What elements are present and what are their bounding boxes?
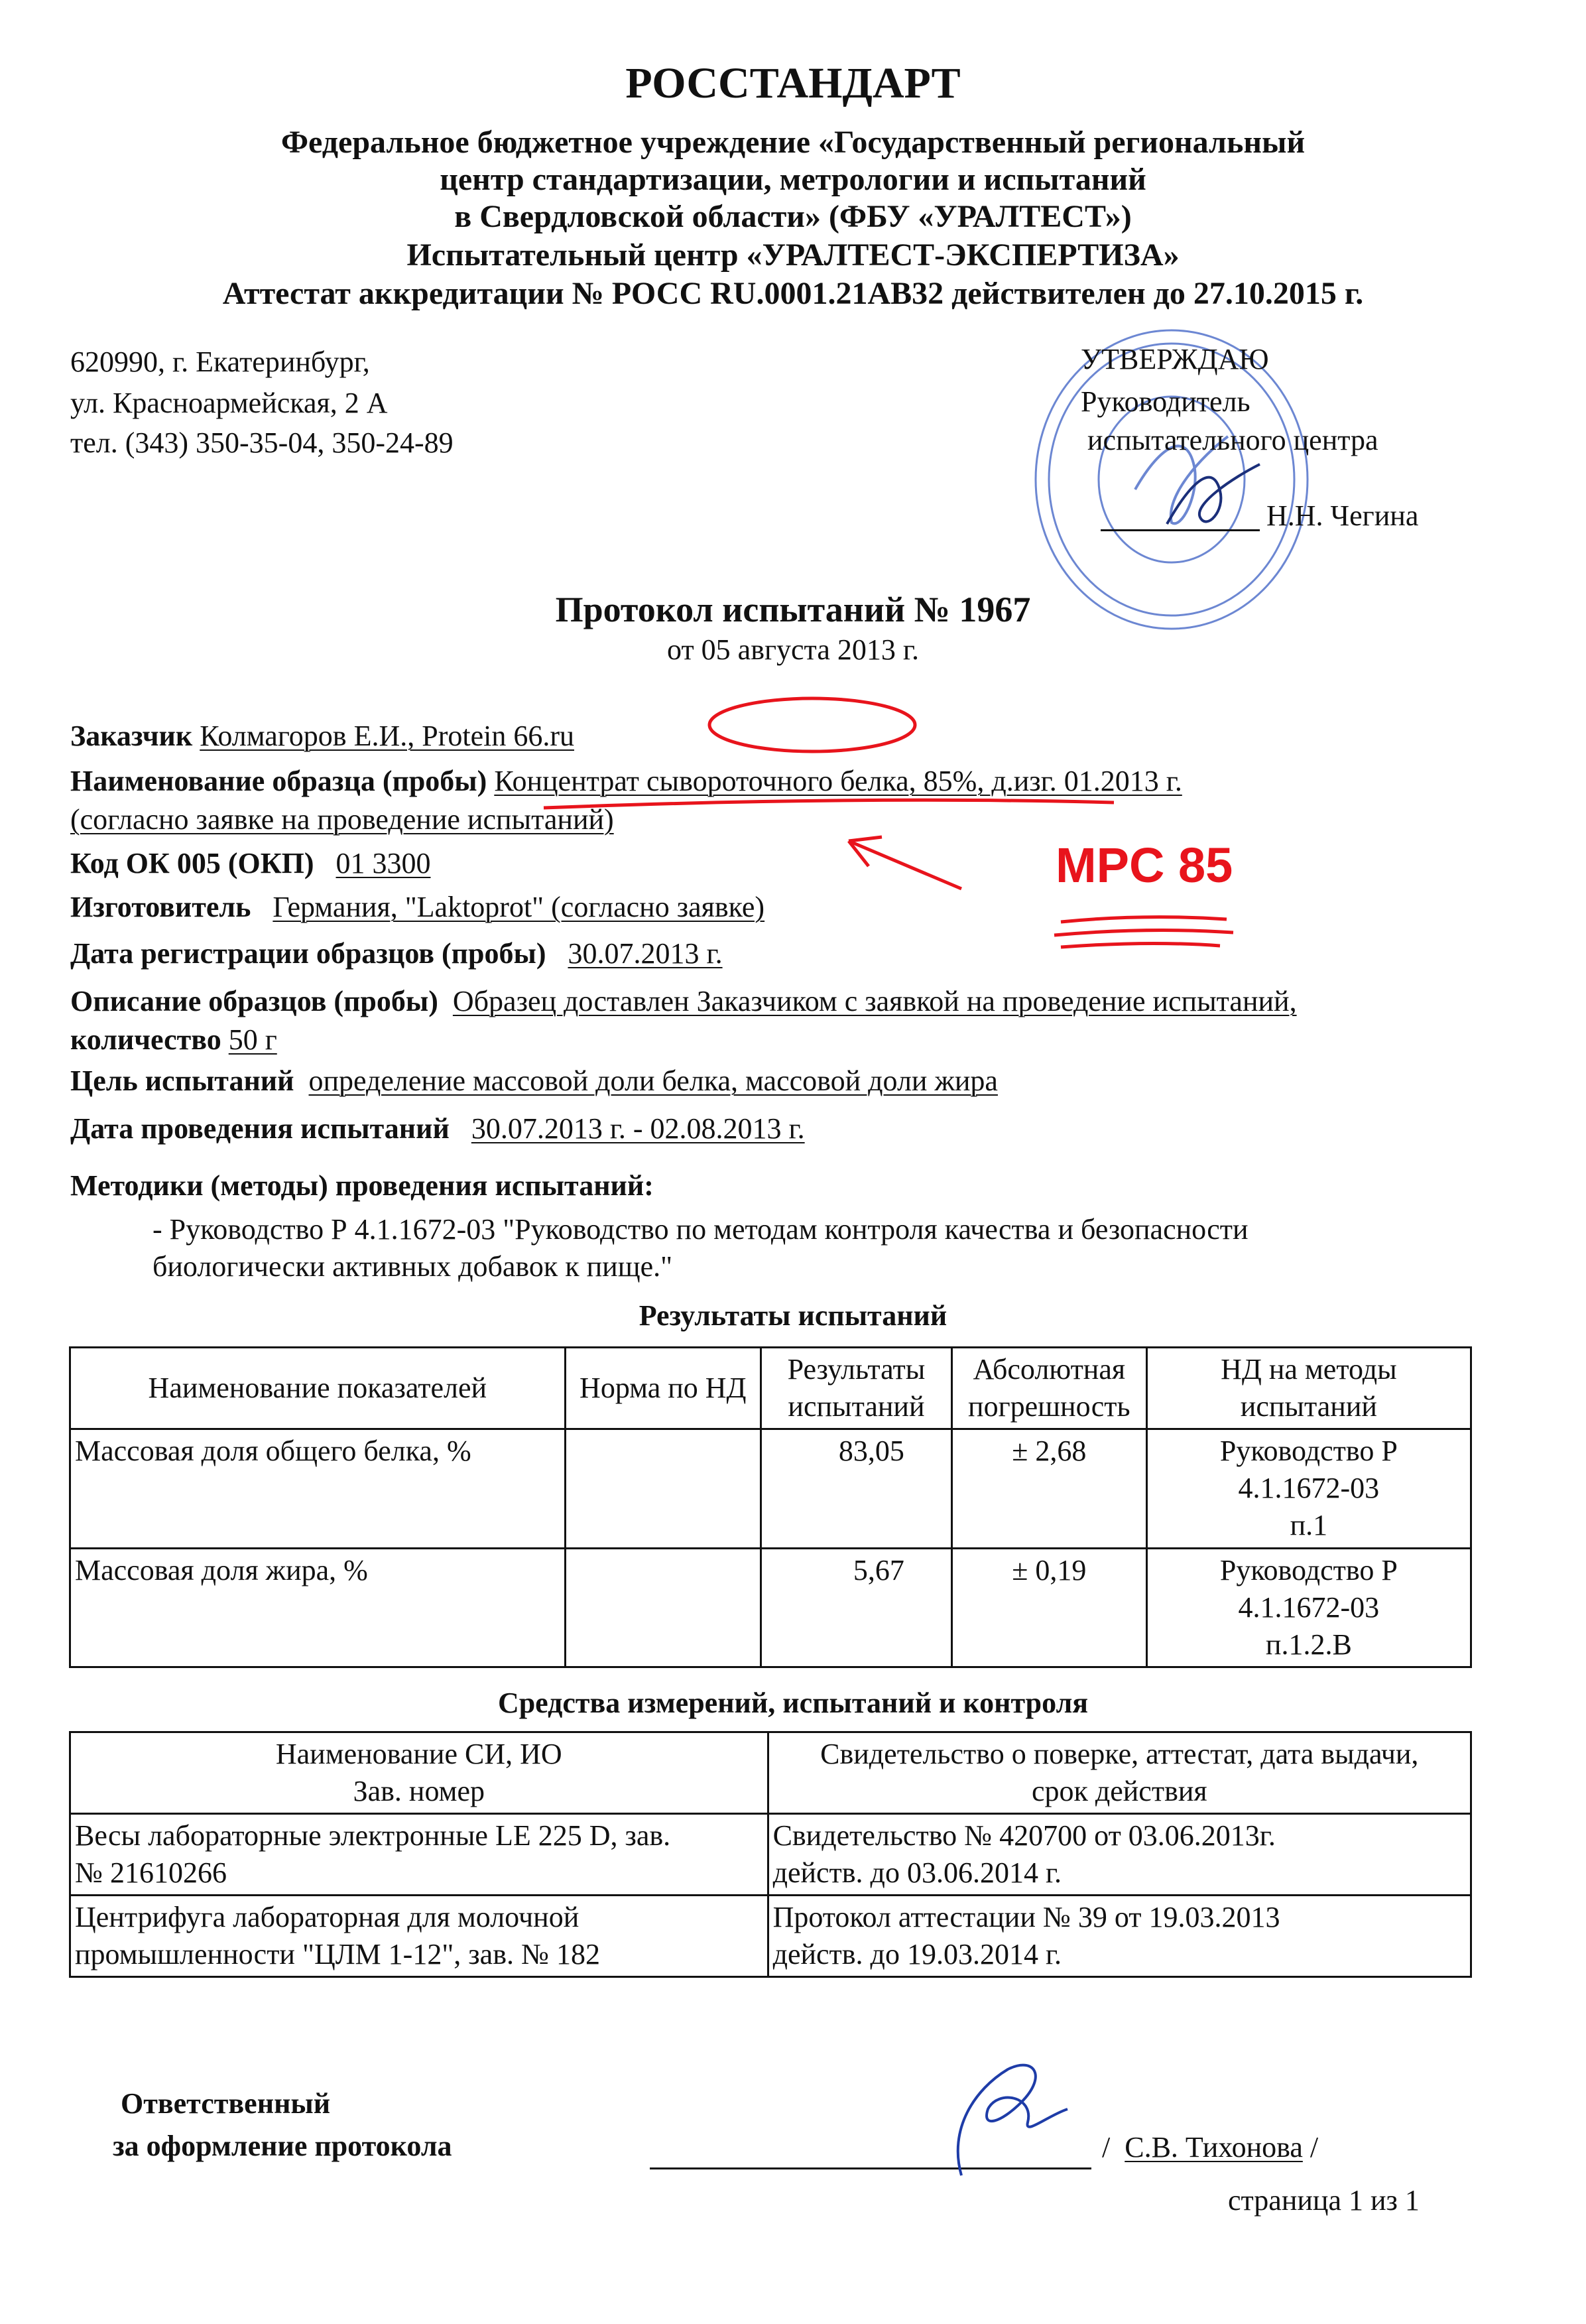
responsible-line-2: за оформление протокола xyxy=(113,2130,452,2162)
approve-line-2: Руководитель xyxy=(1081,385,1250,418)
result-norm xyxy=(565,1549,761,1667)
result-value: 5,67 xyxy=(761,1549,952,1667)
result-error: ± 2,68 xyxy=(951,1429,1146,1549)
sample-value: Концентрат сывороточного белка, 85%, д.изг. 01.2013 г. xyxy=(494,765,1182,797)
results-col-error: Абсолютная погрешность xyxy=(951,1348,1146,1429)
approve-name: Н.Н. Чегина xyxy=(1266,499,1419,532)
director-signature-icon xyxy=(1154,451,1273,544)
testdate-label: Дата проведения испытаний xyxy=(70,1112,450,1145)
instrument-cert-line: действ. до 19.03.2014 г. xyxy=(772,1938,1062,1970)
instrument-cert xyxy=(768,1896,1471,1977)
results-table xyxy=(69,1346,1472,1668)
approve-line-3: испытательного центра xyxy=(1087,424,1378,456)
signature-icon xyxy=(922,2049,1081,2182)
address-phone: тел. (343) 350-35-04, 350-24-89 xyxy=(70,426,454,459)
result-method-line: 4.1.1672-03 xyxy=(1238,1472,1380,1504)
approve-line-1: УТВЕРЖДАЮ xyxy=(1081,343,1269,375)
customer-label: Заказчик xyxy=(70,720,193,752)
testdate-value: 30.07.2013 г. - 02.08.2013 г. xyxy=(471,1112,805,1145)
testdate-row xyxy=(70,1110,805,1147)
table-row xyxy=(70,1549,1471,1667)
result-method-line: 4.1.1672-03 xyxy=(1238,1591,1380,1624)
org-line-1: Федеральное бюджетное учреждение «Государственный региональный xyxy=(280,125,1306,160)
instrument-name-line: № 21610266 xyxy=(75,1856,227,1889)
result-error: ± 0,19 xyxy=(951,1549,1146,1667)
instrument-name xyxy=(70,1896,768,1977)
customer-value: Колмагоров Е.И., Protein 66.ru xyxy=(200,720,574,752)
table-row xyxy=(70,1814,1471,1896)
instrument-name-line: Весы лабораторные электронные LE 225 D, зав. xyxy=(75,1819,671,1852)
result-method-line: Руководство Р xyxy=(1219,1435,1398,1467)
regdate-label: Дата регистрации образцов (пробы) xyxy=(70,937,546,970)
org-line-2: центр стандартизации, метрологии и испытаний xyxy=(440,162,1146,197)
result-method-line: п.1 xyxy=(1290,1509,1328,1541)
methods-line-2: биологически активных добавок к пище." xyxy=(152,1250,673,1283)
code-label: Код ОК 005 (ОКП) xyxy=(70,847,314,879)
regdate-value: 30.07.2013 г. xyxy=(568,937,723,970)
qty-row xyxy=(70,1021,277,1059)
instruments-col-cert xyxy=(768,1732,1471,1814)
maker-label: Изготовитель xyxy=(70,891,251,923)
instrument-cert-line: действ. до 03.06.2014 г. xyxy=(772,1856,1062,1889)
results-col-result: Результаты испытаний xyxy=(761,1348,952,1429)
result-method xyxy=(1146,1429,1471,1549)
qty-value: 50 г xyxy=(228,1023,277,1056)
maker-value: Германия, "Laktoprot" (согласно заявке) xyxy=(273,891,765,923)
instrument-name-line: Центрифуга лабораторная для молочной xyxy=(75,1901,580,1933)
table-row xyxy=(70,1896,1471,1977)
result-name: Массовая доля жира, % xyxy=(70,1549,566,1667)
mpc-annotation-label: MPC 85 xyxy=(1056,838,1233,893)
results-col-norm: Норма по НД xyxy=(565,1348,761,1429)
signer-name: С.В. Тихонова xyxy=(1125,2131,1303,2163)
goal-row xyxy=(70,1063,998,1100)
desc-value: Образец доставлен Заказчиком с заявкой на проведение испытаний, xyxy=(452,985,1297,1017)
goal-value: определение массовой доли белка, массовой доли жира xyxy=(308,1065,998,1097)
results-col-method: НД на методы испытаний xyxy=(1146,1348,1471,1429)
desc-label: Описание образцов (пробы) xyxy=(70,985,438,1017)
instrument-cert-line: Свидетельство № 420700 от 03.06.2013г. xyxy=(772,1819,1276,1852)
accreditation-line: Аттестат аккредитации № РОСС RU.0001.21АВ32 действителен до 27.10.2015 г. xyxy=(222,276,1364,311)
instrument-name-line: промышленности "ЦЛМ 1-12", зав. № 182 xyxy=(75,1938,600,1970)
address-line-2: ул. Красноармейская, 2 А xyxy=(70,387,388,419)
instruments-title: Средства измерений, испытаний и контроля xyxy=(497,1687,1089,1719)
methods-title: Методики (методы) проведения испытаний: xyxy=(70,1169,654,1202)
address-line-1: 620990, г. Екатеринбург, xyxy=(70,346,370,378)
signer-row: / С.В. Тихонова / xyxy=(1102,2131,1319,2163)
methods-line-1: - Руководство Р 4.1.1672-03 "Руководство по методам контроля качества и безопасности xyxy=(152,1213,1249,1246)
instruments-table xyxy=(69,1731,1472,1978)
instruments-head-line: Свидетельство о поверке, аттестат, дата выдачи, xyxy=(820,1738,1419,1770)
instruments-head-line: срок действия xyxy=(1031,1775,1207,1807)
result-name: Массовая доля общего белка, % xyxy=(70,1429,566,1549)
code-value: 01 3300 xyxy=(336,847,431,879)
sample-label: Наименование образца (пробы) xyxy=(70,765,487,797)
red-annotation xyxy=(451,696,1286,962)
instrument-cert-line: Протокол аттестации № 39 от 19.03.2013 xyxy=(772,1901,1280,1933)
code-row xyxy=(70,845,431,882)
result-method xyxy=(1146,1549,1471,1667)
sample-value-2: (согласно заявке на проведение испытаний) xyxy=(70,803,614,836)
instrument-name xyxy=(70,1814,768,1896)
page-number: страница 1 из 1 xyxy=(1228,2184,1420,2217)
protocol-date: от 05 августа 2013 г. xyxy=(667,633,919,666)
org-line-3: в Свердловской области» (ФБУ «УРАЛТЕСТ») xyxy=(454,199,1132,234)
org-title: РОССТАНДАРТ xyxy=(625,59,961,107)
result-norm xyxy=(565,1429,761,1549)
instruments-header-row xyxy=(70,1732,1471,1814)
results-title: Результаты испытаний xyxy=(639,1299,947,1332)
qty-label: количество xyxy=(70,1023,221,1056)
protocol-title: Протокол испытаний № 1967 xyxy=(555,590,1031,629)
result-value: 83,05 xyxy=(761,1429,952,1549)
instruments-head-line: Наименование СИ, ИО xyxy=(275,1738,562,1770)
org-line-4: Испытательный центр «УРАЛТЕСТ-ЭКСПЕРТИЗА» xyxy=(406,237,1180,273)
results-header-row xyxy=(70,1348,1471,1429)
result-method-line: Руководство Р xyxy=(1219,1554,1398,1586)
results-col-name: Наименование показателей xyxy=(70,1348,566,1429)
desc-row xyxy=(70,983,1297,1020)
instrument-cert xyxy=(768,1814,1471,1896)
goal-label: Цель испытаний xyxy=(70,1065,294,1097)
responsible-line-1: Ответственный xyxy=(121,2087,331,2120)
instruments-head-line: Зав. номер xyxy=(353,1775,485,1807)
instruments-col-name xyxy=(70,1732,768,1814)
result-method-line: п.1.2.В xyxy=(1265,1628,1352,1661)
table-row xyxy=(70,1429,1471,1549)
